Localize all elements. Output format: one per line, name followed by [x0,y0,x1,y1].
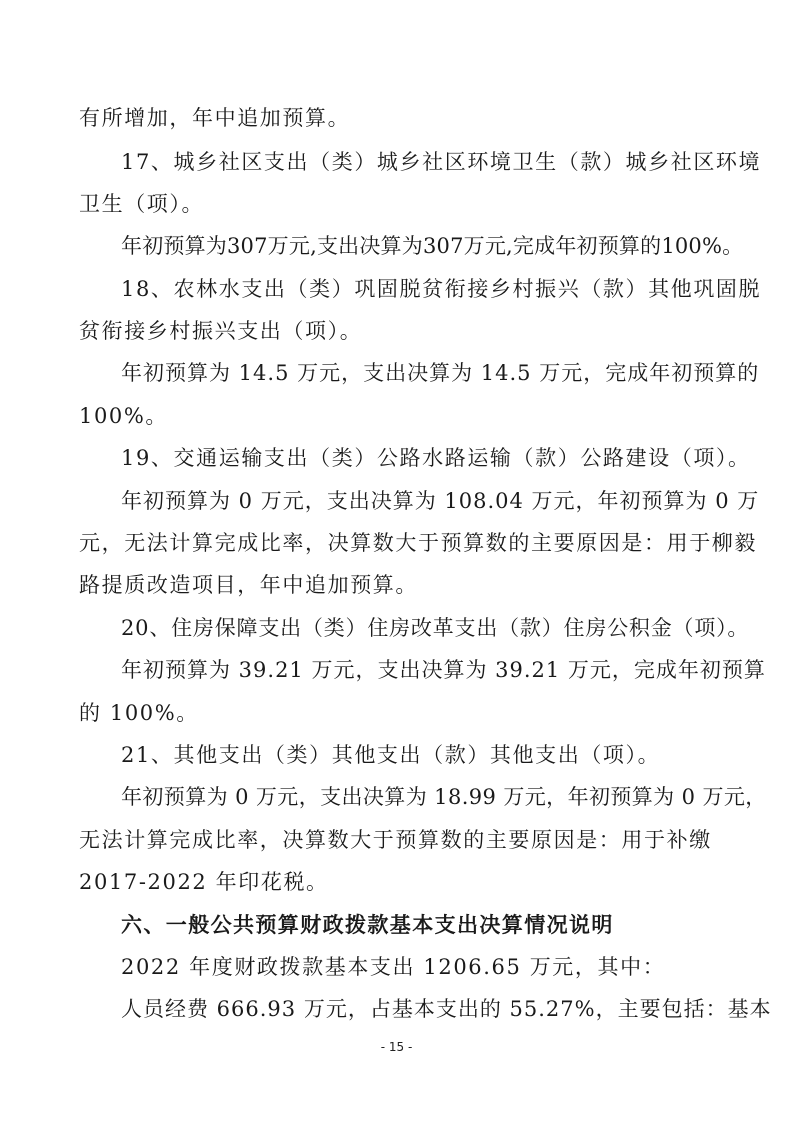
paragraph-line: 19、交通运输支出（类）公路水路运输（款）公路建设（项）。 [121,446,751,470]
paragraph-line: 人员经费 666.93 万元，占基本支出的 55.27%，主要包括：基本 [121,997,772,1021]
paragraph-line: 21、其他支出（类）其他支出（款）其他支出（项）。 [121,743,661,767]
paragraph-line: 无法计算完成比率，决算数大于预算数的主要原因是：用于补缴 [79,828,712,852]
paragraph-line: 年初预算为 0 万元，支出决算为 108.04 万元，年初预算为 0 万 [121,489,760,513]
paragraph-line: 年初预算为307万元,支出决算为307万元,完成年初预算的100%。 [121,234,744,258]
paragraph-line: 年初预算为 0 万元，支出决算为 18.99 万元，年初预算为 0 万元， [121,785,767,809]
page-number: - 15 - [380,1040,413,1054]
paragraph-line: 路提质改造项目，年中追加预算。 [79,573,418,597]
paragraph-line: 卫生（项）。 [79,192,205,216]
paragraph-line: 100%。 [79,404,169,428]
paragraph-line: 17、城乡社区支出（类）城乡社区环境卫生（款）城乡社区环境 [121,150,762,174]
paragraph-line: 的 100%。 [79,701,199,725]
paragraph-line: 2017-2022 年印花税。 [79,870,329,894]
paragraph-line: 有所增加，年中追加预算。 [79,106,351,130]
paragraph-line: 18、农林水支出（类）巩固脱贫衔接乡村振兴（款）其他巩固脱 [121,277,762,301]
paragraph-line: 年初预算为 14.5 万元，支出决算为 14.5 万元，完成年初预算的 [121,361,760,385]
section-heading: 六、一般公共预算财政拨款基本支出决算情况说明 [121,913,614,937]
paragraph-line: 20、住房保障支出（类）住房改革支出（款）住房公积金（项）。 [121,616,750,640]
paragraph-line: 元，无法计算完成比率，决算数大于预算数的主要原因是：用于柳毅 [79,531,757,555]
paragraph-line: 年初预算为 39.21 万元，支出决算为 39.21 万元，完成年初预算 [121,658,766,682]
paragraph-line: 2022 年度财政拨款基本支出 1206.65 万元，其中： [121,955,666,979]
paragraph-line: 贫衔接乡村振兴支出（项）。 [79,319,363,343]
